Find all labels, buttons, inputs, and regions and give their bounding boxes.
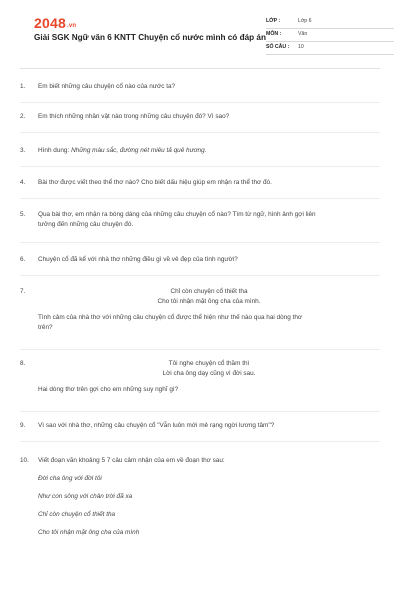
- meta-value: Lớp 6: [298, 18, 312, 24]
- meta-row-count: [266, 42, 394, 55]
- question-text: Vì sao với nhà thơ, những câu chuyện cổ "Vẫn luôn mới mẻ rạng ngời lương tâm"?: [38, 422, 275, 429]
- question-number: 9.: [20, 422, 26, 429]
- question-number: 3.: [20, 147, 26, 154]
- meta-label: LỚP :: [266, 18, 281, 24]
- question-text: Bài thơ được viết theo thể thơ nào? Cho biết dấu hiệu giúp em nhận ra thể thơ đó.: [38, 179, 272, 186]
- question-text-line-1: Tình cảm của nhà thơ với những câu chuyện cổ được thể hiện như thế nào qua hai dòng thơ: [38, 314, 303, 321]
- question-text: Em thích những nhân vật nào trong những câu chuyện đó? Vì sao?: [38, 113, 230, 120]
- meta-info: [266, 16, 394, 55]
- site-logo[interactable]: [34, 15, 76, 31]
- meta-value: 10: [298, 44, 304, 50]
- answer-line[interactable]: [20, 198, 380, 199]
- meta-row-class: [266, 16, 394, 29]
- verse-line-3: Chỉ còn chuyện cổ thiết tha: [38, 511, 116, 518]
- answer-line[interactable]: [20, 349, 380, 350]
- verse-line-1: Tôi nghe chuyện cổ thầm thì: [168, 360, 250, 367]
- logo-number: 2048: [34, 15, 66, 31]
- question-number: 5.: [20, 211, 26, 218]
- question-text: Chuyện cổ đã kể với nhà thơ những điều gì về vẻ đẹp của tình người?: [38, 256, 238, 263]
- meta-value: Văn: [298, 31, 308, 37]
- header: [14, 0, 386, 66]
- verse-line-1: Chỉ còn chuyện cổ thiết tha: [170, 288, 248, 295]
- question-number: 6.: [20, 256, 26, 263]
- answer-line[interactable]: [20, 411, 380, 412]
- question-number: 7.: [20, 288, 26, 295]
- verse-line-2: Lời cha ông dạy cũng vì đời sau.: [162, 370, 256, 377]
- header-divider: [20, 68, 380, 69]
- answer-line[interactable]: [20, 132, 380, 133]
- answer-line[interactable]: [20, 242, 380, 243]
- question-text: Em biết những câu chuyện cổ nào của nước ta?: [38, 83, 176, 90]
- question-text: Viết đoạn văn khoảng 5 7 câu cảm nhận của em về đoạn thơ sau:: [38, 457, 225, 464]
- question-number: 10.: [20, 457, 29, 464]
- question-number: 1.: [20, 83, 26, 90]
- question-italic-text: Những màu sắc, đường nét miêu tả quê hương.: [71, 147, 207, 154]
- question-text: Hình dung:: [38, 147, 70, 154]
- verse-line-1: Đời cha ông với đời tôi: [38, 475, 102, 482]
- answer-line[interactable]: [20, 102, 380, 103]
- question-number: 4.: [20, 179, 26, 186]
- document-title: Giải SGK Ngữ văn 6 KNTT Chuyện cổ nước mình có đáp án: [34, 33, 266, 42]
- question-number: 8.: [20, 360, 26, 367]
- verse-line-4: Cho tôi nhận mặt ông cha của mình: [38, 529, 140, 536]
- logo-domain: .vn: [66, 23, 77, 29]
- question-number: 2.: [20, 113, 26, 120]
- question-text-line-2: tưởng đến những câu chuyện đó.: [38, 221, 134, 228]
- meta-label: MÔN :: [266, 31, 282, 37]
- question-text-line-2: trên?: [38, 324, 53, 331]
- question-text: Hai dòng thơ trên gợi cho em những suy nghĩ gì?: [38, 386, 179, 393]
- verse-line-2: Như con sông với chân trời đã xa: [38, 493, 133, 500]
- question-text-line-1: Qua bài thơ, em nhận ra bóng dáng của những câu chuyện cổ nào? Tìm từ ngữ, hình ảnh gợi liên: [38, 211, 316, 218]
- answer-line[interactable]: [20, 441, 380, 442]
- meta-label: SỐ CÂU :: [266, 44, 290, 50]
- meta-row-subject: [266, 29, 394, 42]
- answer-line[interactable]: [20, 166, 380, 167]
- verse-line-2: Cho tôi nhận mặt ông cha của mình.: [157, 298, 261, 305]
- answer-line[interactable]: [20, 275, 380, 276]
